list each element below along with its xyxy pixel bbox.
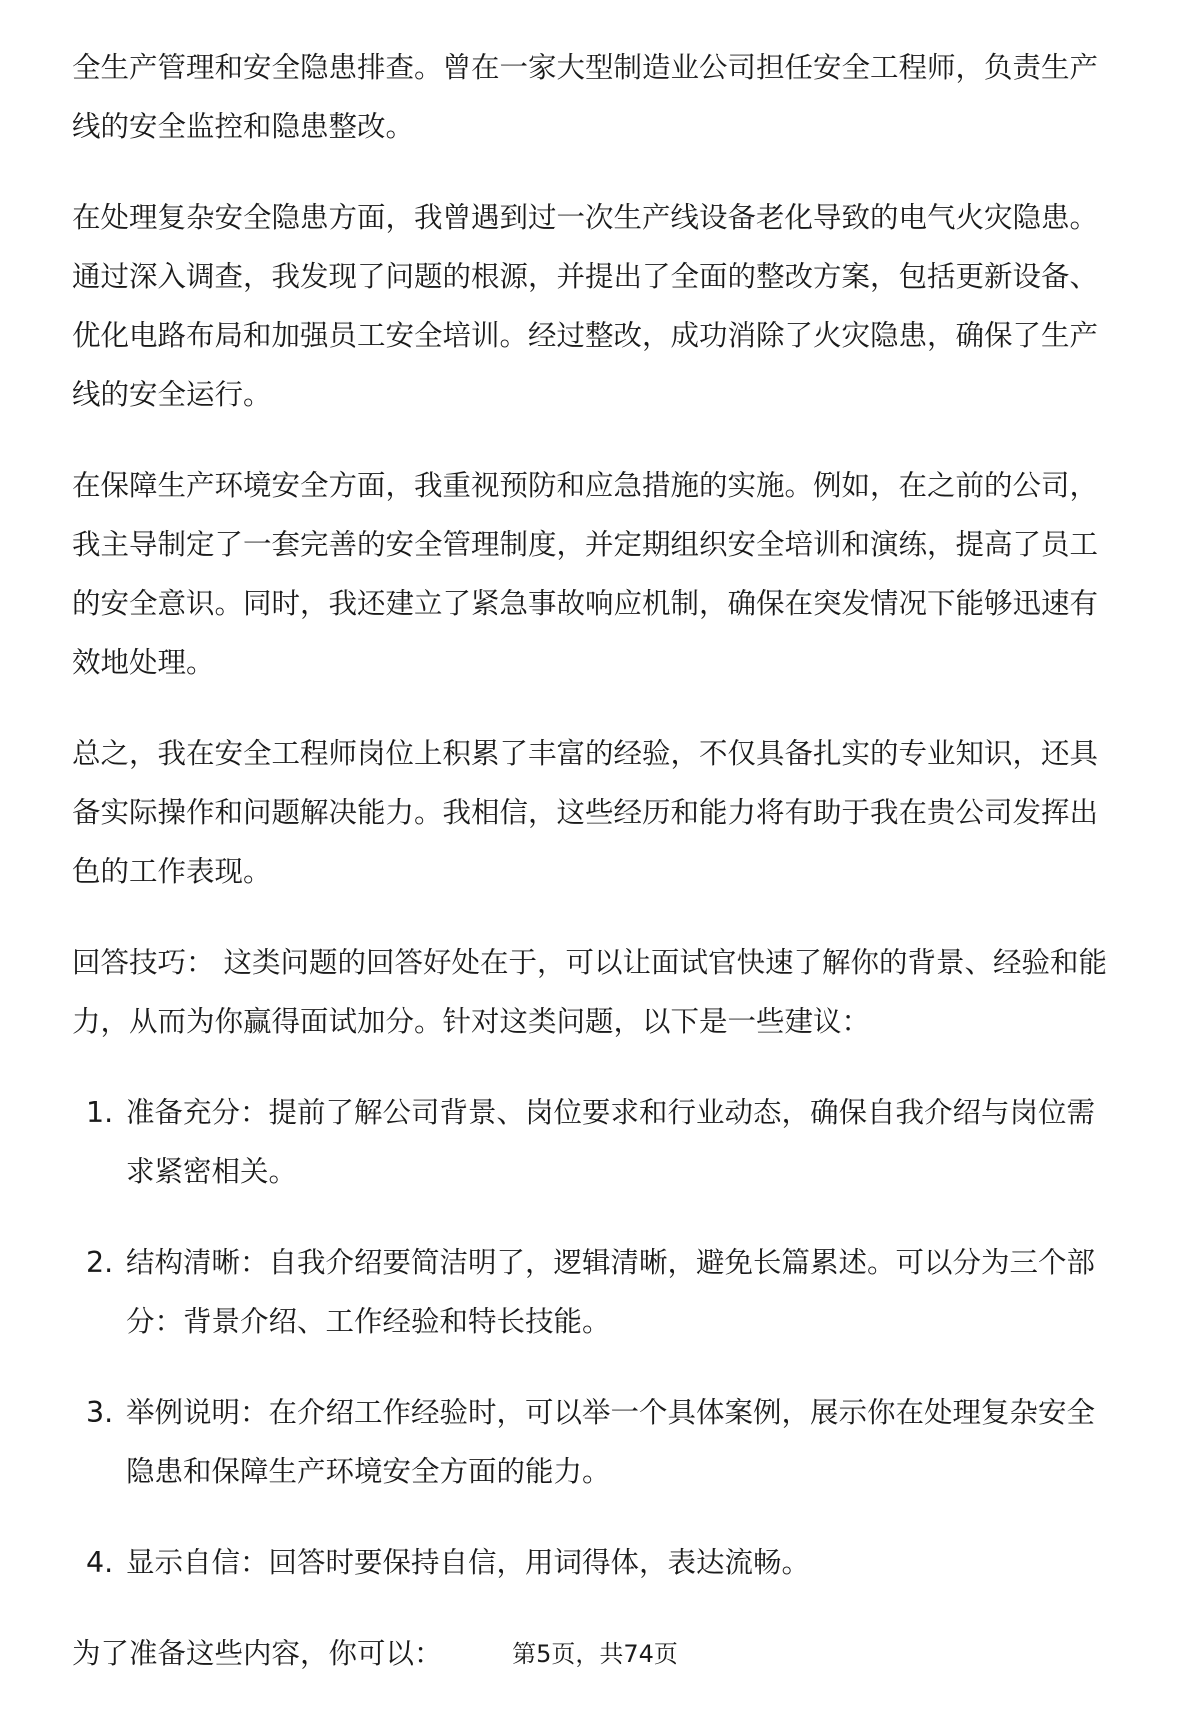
- page-number-footer: 第5页，共74页: [512, 1640, 678, 1668]
- list-item-number: 3.: [86, 1396, 114, 1429]
- list-item-number: 4.: [86, 1546, 114, 1579]
- paragraph-closing: 为了准备这些内容，你可以：: [72, 1637, 443, 1670]
- list-item-text: 举例说明：在介绍工作经验时，可以举一个具体案例，展示你在处理复杂安全隐患和保障生产环境安全方面的能力。: [126, 1396, 1096, 1488]
- list-item: [72, 1383, 1122, 1501]
- list-item: [72, 1233, 1122, 1351]
- list-item: [72, 1533, 1122, 1592]
- paragraph-summary: 总之，我在安全工程师岗位上积累了丰富的经验，不仅具备扎实的专业知识，还具备实际操作和问题解决能力。我相信，这些经历和能力将有助于我在贵公司发挥出色的工作表现。: [72, 737, 1099, 888]
- paragraph-environment-safety: 在保障生产环境安全方面，我重视预防和应急措施的实施。例如，在之前的公司，我主导制定了一套完善的安全管理制度，并定期组织安全培训和演练，提高了员工的安全意识。同时，我还建立了紧急事故响应机制，确保在突发情况下能够迅速有效地处理。: [72, 469, 1099, 679]
- list-item-number: 2.: [86, 1246, 114, 1279]
- paragraph-experience-intro: 全生产管理和安全隐患排查。曾在一家大型制造业公司担任安全工程师，负责生产线的安全监控和隐患整改。: [72, 51, 1099, 143]
- list-item-text: 显示自信：回答时要保持自信，用词得体，表达流畅。: [126, 1546, 811, 1579]
- list-item-text: 结构清晰：自我介绍要简洁明了，逻辑清晰，避免长篇累述。可以分为三个部分：背景介绍、工作经验和特长技能。: [126, 1246, 1096, 1338]
- page-content: [72, 38, 1122, 1715]
- tips-list: [72, 1083, 1122, 1592]
- paragraph-answer-tips: 回答技巧： 这类问题的回答好处在于，可以让面试官快速了解你的背景、经验和能力，从而为你赢得面试加分。针对这类问题，以下是一些建议：: [72, 946, 1108, 1038]
- list-item: [72, 1083, 1122, 1201]
- list-item-text: 准备充分：提前了解公司背景、岗位要求和行业动态，确保自我介绍与岗位需求紧密相关。: [126, 1096, 1096, 1188]
- paragraph-hazard-handling: 在处理复杂安全隐患方面，我曾遇到过一次生产线设备老化导致的电气火灾隐患。通过深入调查，我发现了问题的根源，并提出了全面的整改方案，包括更新设备、优化电路布局和加强员工安全培训。经过整改，成功消除了火灾隐患，确保了生产线的安全运行。: [72, 201, 1099, 411]
- list-item-number: 1.: [86, 1096, 114, 1129]
